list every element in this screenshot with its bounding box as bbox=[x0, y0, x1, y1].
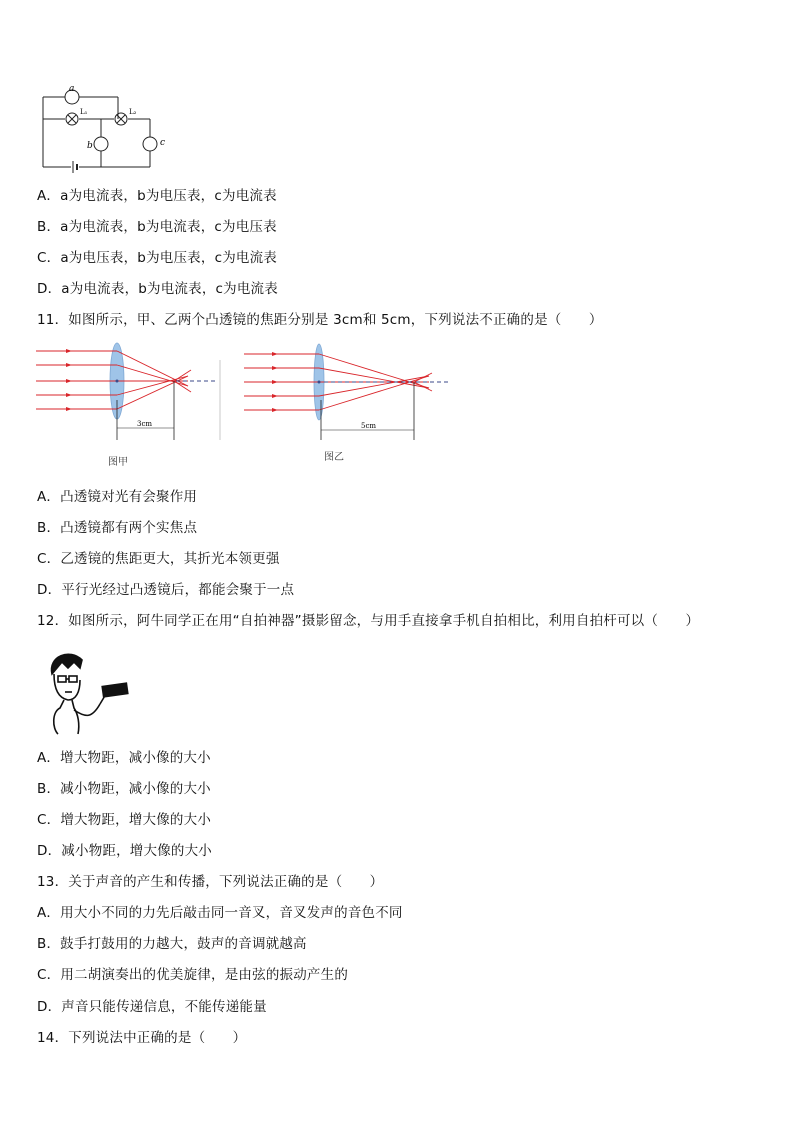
q13-option-c: C．用二胡演奏出的优美旋律，是由弦的振动产生的 bbox=[37, 967, 349, 983]
q10-option-c: C．a为电压表，b为电压表，c为电流表 bbox=[37, 250, 277, 266]
q12-option-b: B．减小物距，减小像的大小 bbox=[37, 781, 211, 797]
q14-stem: 14．下列说法中正确的是（ ） bbox=[37, 1030, 247, 1046]
q13-option-a: A．用大小不同的力先后敲击同一音叉，音叉发声的音色不同 bbox=[37, 905, 403, 921]
q13-stem: 13．关于声音的产生和传播，下列说法正确的是（ ） bbox=[37, 874, 384, 890]
q13-option-b: B．鼓手打鼓用的力越大，鼓声的音调就越高 bbox=[37, 936, 307, 952]
q10-option-d: D．a为电流表，b为电流表，c为电流表 bbox=[37, 281, 278, 297]
q11-option-a: A．凸透镜对光有会聚作用 bbox=[37, 489, 198, 505]
meter-c-label: c bbox=[160, 138, 166, 148]
lens-right-caption: 图乙 bbox=[324, 452, 344, 463]
meter-a-label: a bbox=[69, 84, 75, 94]
q12-option-a: A．增大物距，减小像的大小 bbox=[37, 750, 211, 766]
lamp-2-label: L₂ bbox=[129, 108, 137, 116]
q11-option-d: D．平行光经过凸透镜后，都能会聚于一点 bbox=[37, 582, 295, 598]
q11-stem: 11．如图所示，甲、乙两个凸透镜的焦距分别是 3cm和 5cm，下列说法不正确的是（ ） bbox=[37, 312, 603, 328]
lamp-1-label: L₁ bbox=[80, 108, 88, 116]
q11-option-c: C．乙透镜的焦距更大，其折光本领更强 bbox=[37, 551, 280, 567]
selfie-stick-illustration bbox=[44, 648, 134, 736]
q11-option-b: B．凸透镜都有两个实焦点 bbox=[37, 520, 198, 536]
lens-diagram-left bbox=[36, 340, 226, 444]
q12-option-d: D．减小物距，增大像的大小 bbox=[37, 843, 212, 859]
q10-option-a: A．a为电流表，b为电压表，c为电流表 bbox=[37, 188, 277, 204]
lens-left-distance: 3cm bbox=[137, 420, 153, 428]
meter-b-label: b bbox=[87, 141, 93, 151]
lens-diagram-right bbox=[244, 340, 454, 444]
lens-left-caption: 图甲 bbox=[108, 457, 128, 468]
q10-option-b: B．a为电流表，b为电流表，c为电压表 bbox=[37, 219, 277, 235]
lens-right-distance: 5cm bbox=[361, 422, 377, 430]
q12-stem: 12．如图所示，阿牛同学正在用“自拍神器”摄影留念，与用手直接拿手机自拍相比，利用自拍杆可以（ ） bbox=[37, 613, 700, 629]
q12-option-c: C．增大物距，增大像的大小 bbox=[37, 812, 212, 828]
q13-option-d: D．声音只能传递信息，不能传递能量 bbox=[37, 999, 267, 1015]
circuit-diagram bbox=[38, 82, 168, 174]
